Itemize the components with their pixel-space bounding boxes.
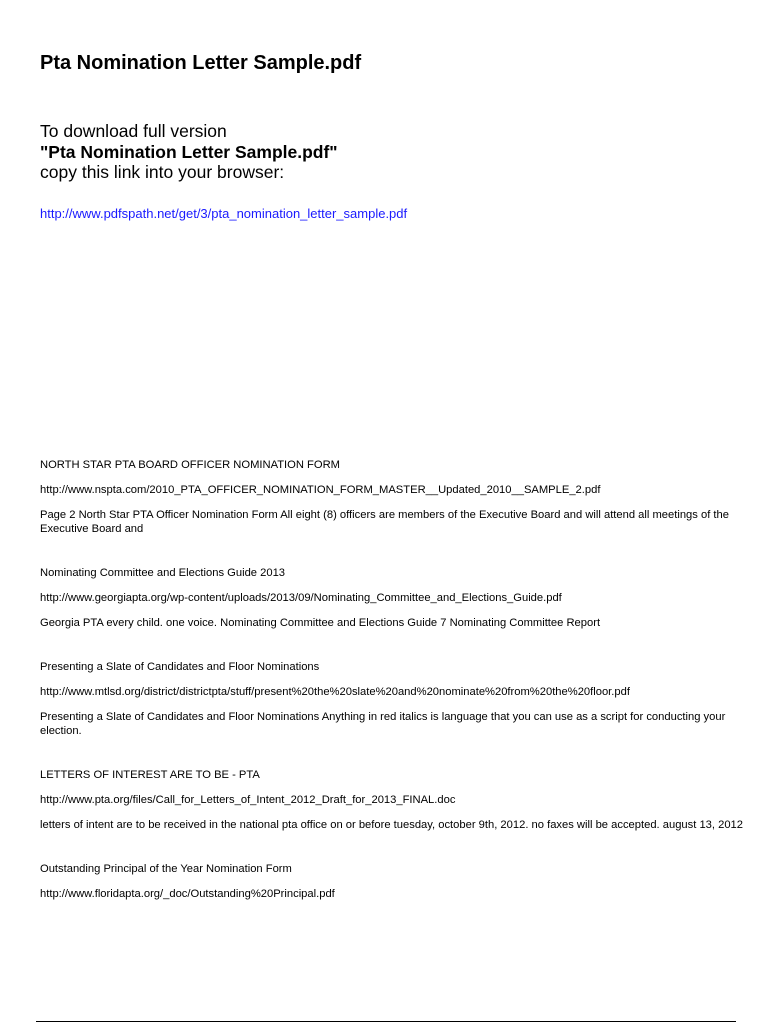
result-description: letters of intent are to be received in the national pta office on or before tuesday, october 9th, 2012. no faxes will be accepted. august 13, 2012 (40, 819, 743, 831)
download-line-3: copy this link into your browser: (40, 162, 285, 182)
result-description: Georgia PTA every child. one voice. Nominating Committee and Elections Guide 7 Nominating Committee Report (40, 617, 601, 629)
result-url[interactable]: http://www.georgiapta.org/wp-content/uploads/2013/09/Nominating_Committee_and_Elections_Guide.pdf (40, 592, 562, 604)
result-item (40, 458, 745, 536)
result-title: LETTERS OF INTEREST ARE TO BE - PTA (40, 769, 260, 781)
result-title: Nominating Committee and Elections Guide 2013 (40, 567, 286, 579)
result-title: NORTH STAR PTA BOARD OFFICER NOMINATION FORM (40, 459, 340, 471)
download-filename: "Pta Nomination Letter Sample.pdf" (40, 141, 338, 162)
result-item (40, 862, 745, 901)
result-url[interactable]: http://www.mtlsd.org/district/districtpta/stuff/present%20the%20slate%20and%20nominate%20from%20the%20floor.pdf (40, 686, 630, 698)
document-title: Pta Nomination Letter Sample.pdf (40, 52, 362, 74)
download-link[interactable]: http://www.pdfspath.net/get/3/pta_nomination_letter_sample.pdf (40, 206, 408, 221)
result-url[interactable]: http://www.floridapta.org/_doc/Outstanding%20Principal.pdf (40, 888, 335, 900)
result-url[interactable]: http://www.pta.org/files/Call_for_Letters_of_Intent_2012_Draft_for_2013_FINAL.doc (40, 794, 456, 806)
results-list (40, 458, 745, 931)
download-line-1: To download full version (40, 121, 227, 141)
result-description: Page 2 North Star PTA Officer Nomination Form All eight (8) officers are members of the Executive Board and will attend all meetings of the Executive Board and (40, 509, 729, 535)
result-item (40, 660, 745, 738)
result-item (40, 566, 745, 630)
result-url[interactable]: http://www.nspta.com/2010_PTA_OFFICER_NOMINATION_FORM_MASTER__Updated_2010__SAMPLE_2.pdf (40, 484, 601, 496)
download-instructions (40, 121, 338, 183)
bottom-divider (36, 1021, 736, 1022)
result-title: Presenting a Slate of Candidates and Floor Nominations (40, 661, 320, 673)
result-description: Presenting a Slate of Candidates and Floor Nominations Anything in red italics is language that you can use as a script for conducting your election. (40, 711, 726, 737)
result-title: Outstanding Principal of the Year Nomination Form (40, 863, 292, 875)
result-item (40, 768, 745, 832)
